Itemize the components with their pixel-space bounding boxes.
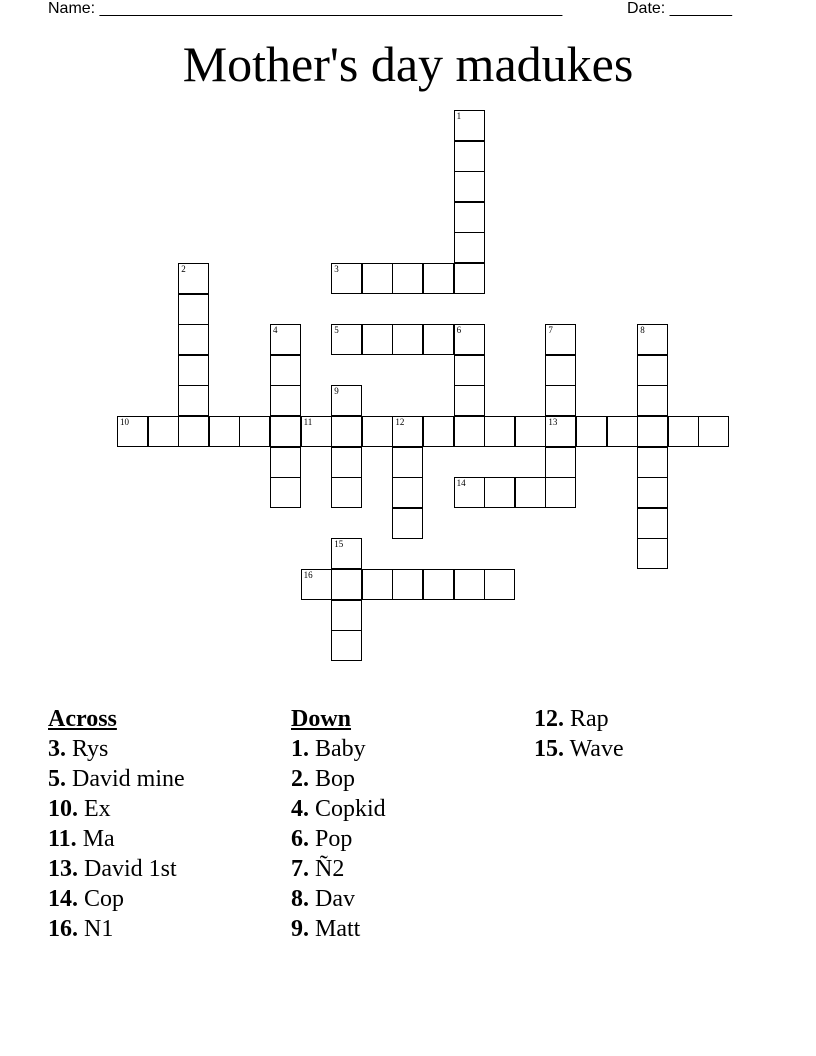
grid-cell[interactable] [331, 263, 362, 294]
grid-cell[interactable] [637, 324, 668, 355]
clue-item-number: 9. [291, 916, 309, 942]
grid-cell[interactable] [178, 294, 209, 325]
grid-cell[interactable] [270, 385, 301, 416]
clue-number: 2 [181, 264, 186, 274]
grid-cell[interactable] [637, 385, 668, 416]
grid-cell[interactable] [392, 569, 423, 600]
grid-cell[interactable] [454, 232, 485, 263]
grid-cell[interactable] [668, 416, 699, 447]
clue-item-number: 5. [48, 766, 66, 792]
name-field-label: Name: ____________________________________________________ [48, 0, 563, 17]
grid-cell[interactable] [454, 171, 485, 202]
clue-item [291, 884, 386, 914]
clue-item [291, 854, 386, 884]
clue-item-text: Copkid [309, 796, 386, 822]
grid-cell[interactable] [178, 416, 209, 447]
grid-cell[interactable] [362, 324, 393, 355]
grid-cell[interactable] [331, 569, 362, 600]
grid-cell[interactable] [270, 324, 301, 355]
grid-cell[interactable] [392, 263, 423, 294]
down-clues-continued [534, 704, 624, 764]
grid-cell[interactable] [515, 477, 546, 508]
clue-item-text: Rys [66, 736, 109, 762]
clue-number: 11 [303, 417, 313, 427]
clue-number: 4 [273, 325, 278, 336]
down-clue-list-continued [534, 704, 624, 764]
grid-cell[interactable] [362, 263, 393, 294]
down-clues [291, 704, 386, 944]
clue-number: 5 [334, 325, 339, 336]
clue-item-number: 8. [291, 886, 309, 912]
grid-cell[interactable] [331, 600, 362, 631]
across-heading: Across [48, 706, 117, 732]
clue-item-number: 4. [291, 796, 309, 822]
grid-cell[interactable] [423, 263, 454, 294]
grid-cell[interactable] [270, 447, 301, 478]
grid-cell[interactable] [454, 416, 485, 447]
clue-number: 10 [120, 417, 129, 427]
grid-cell[interactable] [454, 569, 485, 600]
grid-cell[interactable] [392, 477, 423, 508]
clue-item-text: Rap [564, 706, 609, 732]
clue-item-number: 15. [534, 736, 564, 762]
grid-cell[interactable] [454, 385, 485, 416]
clue-item [291, 794, 386, 824]
grid-cell[interactable] [637, 477, 668, 508]
grid-cell[interactable] [301, 416, 332, 447]
clue-item-text: Dav [309, 886, 355, 912]
grid-cell[interactable] [178, 385, 209, 416]
down-clue-list [291, 734, 386, 944]
grid-cell[interactable] [331, 630, 362, 661]
grid-cell[interactable] [454, 477, 485, 508]
clue-item-number: 3. [48, 736, 66, 762]
grid-cell[interactable] [178, 355, 209, 386]
grid-cell[interactable] [270, 416, 301, 447]
grid-cell[interactable] [178, 324, 209, 355]
clue-item-number: 6. [291, 826, 309, 852]
clue-item-number: 12. [534, 706, 564, 732]
clue-item-text: David mine [66, 766, 185, 792]
clue-item-text: Ex [78, 796, 111, 822]
grid-cell[interactable] [454, 141, 485, 172]
clue-item [48, 884, 185, 914]
grid-cell[interactable] [301, 569, 332, 600]
clue-item-text: Matt [309, 916, 361, 942]
clue-item-text: Ma [76, 826, 115, 852]
grid-cell[interactable] [392, 508, 423, 539]
grid-cell[interactable] [545, 416, 576, 447]
clue-number: 14 [456, 478, 466, 489]
grid-cell[interactable] [423, 324, 454, 355]
grid-cell[interactable] [423, 416, 454, 447]
clue-item-number: 1. [291, 736, 309, 762]
grid-cell[interactable] [637, 355, 668, 386]
clue-number: 6 [456, 325, 462, 336]
clue-item-text: Pop [309, 826, 353, 852]
clue-item [48, 914, 185, 944]
clue-item [291, 824, 386, 854]
grid-cell[interactable] [484, 477, 515, 508]
clue-item-number: 2. [291, 766, 309, 792]
grid-cell[interactable] [362, 416, 393, 447]
grid-cell[interactable] [148, 416, 179, 447]
grid-cell[interactable] [331, 477, 362, 508]
across-clues [48, 704, 185, 944]
clue-item-number: 10. [48, 796, 78, 822]
grid-cell[interactable] [454, 110, 485, 141]
grid-cell[interactable] [331, 416, 362, 447]
page-title: Mother's day madukes [182, 36, 634, 92]
grid-cell[interactable] [454, 202, 485, 233]
clue-item [534, 704, 624, 734]
grid-cell[interactable] [117, 416, 148, 447]
clue-number: 15 [334, 539, 344, 550]
clue-item [48, 824, 185, 854]
clue-number: 3 [334, 264, 339, 274]
clue-item-number: 13. [48, 856, 78, 882]
clue-item [291, 764, 386, 794]
grid-cell[interactable] [454, 355, 485, 386]
grid-cell[interactable] [454, 263, 485, 294]
grid-cell[interactable] [545, 447, 576, 478]
grid-cell[interactable] [392, 416, 423, 447]
grid-cell[interactable] [576, 416, 607, 447]
clue-number: 7 [548, 325, 553, 336]
clue-item-number: 14. [48, 886, 78, 912]
clue-number: 1 [456, 111, 462, 121]
clue-item [48, 734, 185, 764]
clue-item [291, 734, 386, 764]
grid-cell[interactable] [545, 324, 576, 355]
clue-number: 12 [395, 417, 405, 427]
grid-cell[interactable] [392, 447, 423, 478]
grid-cell[interactable] [515, 416, 546, 447]
clue-item-text: Bop [309, 766, 356, 792]
clue-item [534, 734, 624, 764]
clue-item-text: Baby [309, 736, 366, 762]
grid-cell[interactable] [545, 477, 576, 508]
grid-cell[interactable] [545, 355, 576, 386]
grid-cell[interactable] [698, 416, 729, 447]
grid-cell[interactable] [331, 324, 362, 355]
grid-cell[interactable] [637, 538, 668, 569]
clue-item-number: 11. [48, 826, 77, 852]
grid-cell[interactable] [270, 355, 301, 386]
grid-cell[interactable] [392, 324, 423, 355]
clue-number: 9 [334, 386, 339, 397]
clue-item-text: N1 [78, 916, 114, 942]
down-heading: Down [291, 706, 352, 732]
grid-cell[interactable] [331, 385, 362, 416]
grid-cell[interactable] [331, 447, 362, 478]
clue-number: 8 [640, 325, 645, 336]
clue-item-text: Cop [78, 886, 125, 912]
date-field-label: Date: _______ [627, 0, 732, 17]
grid-cell[interactable] [484, 416, 515, 447]
clue-item-number: 16. [48, 916, 78, 942]
clue-item [48, 794, 185, 824]
grid-cell[interactable] [484, 569, 515, 600]
grid-cell[interactable] [637, 508, 668, 539]
grid-cell[interactable] [362, 569, 393, 600]
clue-item [48, 854, 185, 884]
clue-item-number: 7. [291, 856, 309, 882]
grid-cell[interactable] [331, 538, 362, 569]
grid-cell[interactable] [178, 263, 209, 294]
grid-cell[interactable] [270, 477, 301, 508]
grid-cell[interactable] [637, 447, 668, 478]
clue-item-text: Wave [564, 736, 624, 762]
clue-item [48, 764, 185, 794]
clue-number: 16 [303, 570, 313, 580]
grid-cell[interactable] [545, 385, 576, 416]
clue-item [291, 914, 386, 944]
grid-cell[interactable] [209, 416, 240, 447]
across-clue-list [48, 734, 185, 944]
grid-cell[interactable] [239, 416, 270, 447]
grid-cell[interactable] [454, 324, 485, 355]
clue-number: 13 [548, 417, 558, 427]
grid-cell[interactable] [637, 416, 668, 447]
grid-cell[interactable] [423, 569, 454, 600]
grid-cell[interactable] [607, 416, 638, 447]
clue-item-text: David 1st [78, 856, 177, 882]
clue-item-text: Ñ2 [309, 856, 345, 882]
